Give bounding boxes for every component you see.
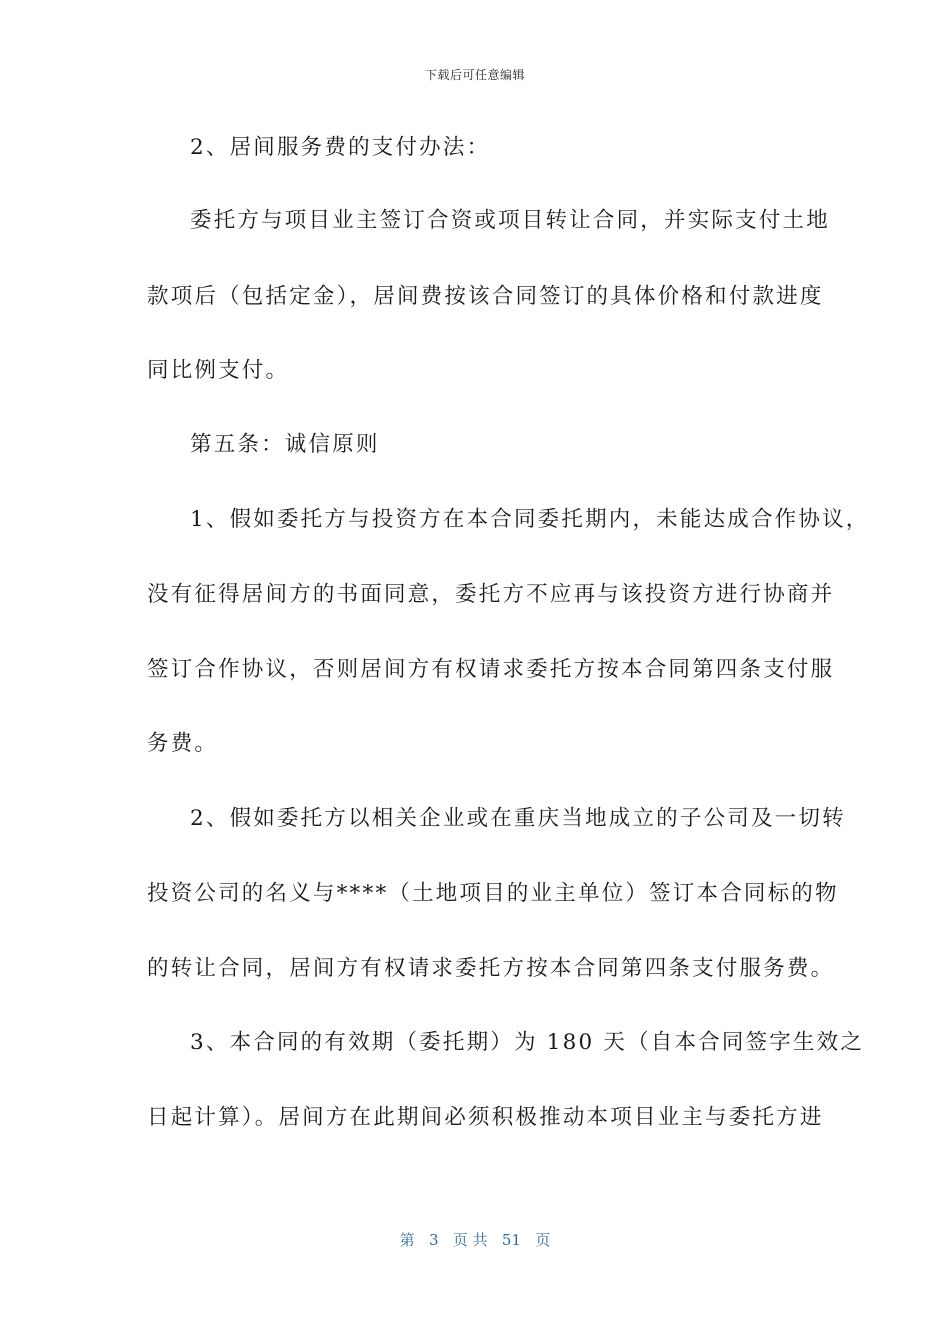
text-line: 的转让合同，居间方有权请求委托方按本合同第四条支付服务费。: [147, 956, 835, 981]
page-footer: [0, 1229, 950, 1250]
text-line: 2、居间服务费的支付办法：: [190, 135, 491, 160]
footer-suffix: 页: [535, 1231, 551, 1249]
text-line: 1、假如委托方与投资方在本合同委托期内，未能达成合作协议，: [190, 507, 870, 532]
page-header: 下载后可任意编辑: [424, 68, 525, 82]
footer-total-pages: 51: [501, 1231, 522, 1249]
text-line: 没有征得居间方的书面同意，委托方不应再与该投资方进行协商并: [147, 582, 835, 607]
footer-middle: 页 共: [452, 1231, 488, 1249]
text-line: 2、假如委托方以相关企业或在重庆当地成立的子公司及一切转: [190, 806, 846, 831]
text-line: 投资公司的名义与****（土地项目的业主单位）签订本合同标的物: [147, 881, 839, 906]
text-line: 签订合作协议，否则居间方有权请求委托方按本合同第四条支付服: [147, 657, 835, 682]
text-line: 委托方与项目业主签订合资或项目转让合同，并实际支付土地: [190, 208, 830, 233]
text-line: 同比例支付。: [147, 358, 290, 383]
footer-prefix: 第: [399, 1231, 415, 1249]
text-line: 务费。: [147, 731, 219, 756]
text-line: 第五条：诚信原则: [190, 432, 380, 457]
text-line: 3、本合同的有效期（委托期）为 180 天（自本合同签字生效之: [190, 1030, 865, 1055]
text-line: 款项后（包括定金），居间费按该合同签订的具体价格和付款进度: [147, 284, 824, 309]
footer-page-number: 3: [428, 1231, 439, 1249]
text-line: 日起计算）。居间方在此期间必须积极推动本项目业主与委托方进: [147, 1105, 824, 1130]
